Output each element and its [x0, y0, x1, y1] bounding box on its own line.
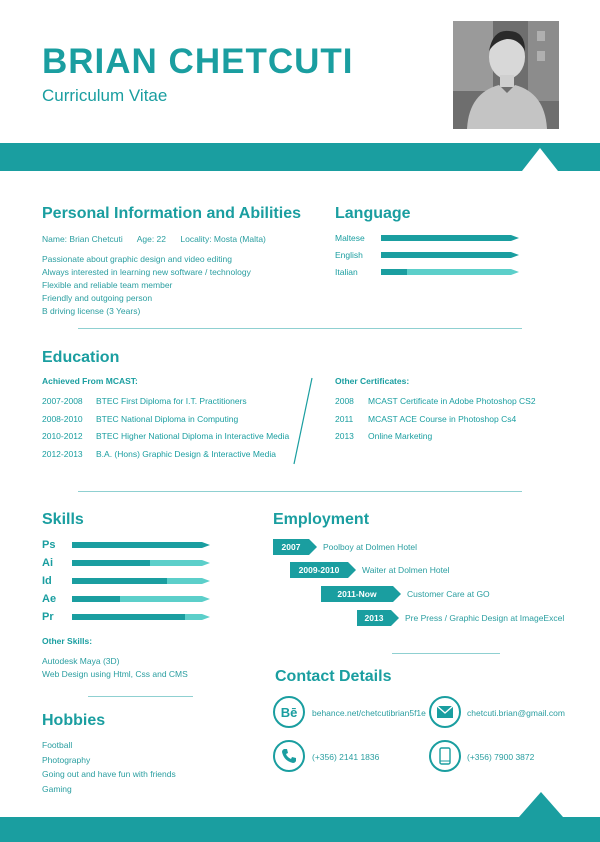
education-row: [42, 446, 289, 464]
certificate-row: [335, 428, 536, 446]
personal-age: Age: 22: [136, 234, 167, 244]
language-row: [335, 246, 519, 263]
list-item: Friendly and outgoing person: [42, 293, 153, 303]
language-list: [335, 229, 519, 280]
level-arrow-tip: [511, 235, 519, 241]
language-level-bar: [381, 269, 519, 275]
language-title: Language: [335, 205, 411, 222]
other-skills-list: [42, 655, 188, 681]
level-fill: [381, 269, 407, 275]
education-row: [42, 411, 289, 429]
email-icon[interactable]: [429, 696, 461, 728]
personal-locality: Locality: Mosta (Malta): [180, 234, 266, 244]
level-fill: [381, 235, 511, 241]
certificate-desc: MCAST ACE Course in Photoshop Cs4: [368, 413, 517, 424]
education-desc: BTEC National Diploma in Computing: [96, 413, 239, 424]
employment-row: [273, 539, 417, 555]
skill-row: [42, 608, 210, 626]
certificate-row: [335, 393, 536, 411]
handset-icon: [281, 748, 297, 764]
skill-row: [42, 554, 210, 572]
skill-level-bar: [72, 542, 210, 548]
education-desc: BTEC First Diploma for I.T. Practitioners: [96, 396, 247, 406]
certificate-desc: MCAST Certificate in Adobe Photoshop CS2: [368, 396, 536, 406]
mcast-list: [42, 393, 289, 463]
phone-icon[interactable]: [273, 740, 305, 772]
envelope-icon: [437, 706, 453, 718]
skill-level-bar: [72, 596, 210, 602]
list-item: Passionate about graphic design and video editing: [42, 254, 232, 264]
section-divider: [78, 491, 522, 492]
certificate-year: 2013: [335, 431, 354, 441]
list-item: Football: [42, 740, 73, 750]
employment-years: 2013: [357, 610, 391, 626]
mcast-heading: Achieved From MCAST:: [42, 376, 138, 386]
employment-title: Employment: [273, 511, 370, 528]
level-arrow-tip: [511, 269, 519, 275]
other-certificates-heading: Other Certificates:: [335, 376, 410, 386]
employment-years: 2007: [273, 539, 309, 555]
list-item: Going out and have fun with friends: [42, 769, 176, 779]
employment-years: 2009-2010: [290, 562, 348, 578]
education-slash-divider: [290, 376, 316, 466]
language-label: Italian: [335, 266, 358, 277]
language-level-bar: [381, 252, 519, 258]
language-label: English: [335, 249, 363, 260]
skill-level-bar: [72, 614, 210, 620]
employment-row: [357, 610, 564, 626]
behance-link[interactable]: behance.net/chetcutibrian5f1e: [312, 708, 426, 718]
list-item: Web Design using Html, Css and CMS: [42, 669, 188, 679]
section-divider: [392, 653, 500, 654]
certificate-row: [335, 411, 536, 429]
footer-band-peak: [519, 792, 563, 817]
smartphone-icon: [439, 747, 451, 765]
language-row: [335, 263, 519, 280]
phone-number[interactable]: (+356) 2141 1836: [312, 752, 380, 762]
certificate-desc: Online Marketing: [368, 431, 433, 441]
employment-desc: Pre Press / Graphic Design at ImageExcel: [405, 613, 565, 623]
personal-info-list: [42, 253, 251, 318]
level-arrow-tip: [202, 560, 210, 566]
personal-name: Name: Brian Chetcuti: [42, 234, 123, 244]
list-item: B driving license (3 Years): [42, 306, 141, 316]
education-row: [42, 393, 289, 411]
skill-row: [42, 536, 210, 554]
level-fill: [72, 614, 185, 620]
level-fill: [72, 560, 150, 566]
certificate-year: 2011: [335, 413, 354, 424]
personal-info-title: Personal Information and Abilities: [42, 205, 301, 222]
skill-row: [42, 590, 210, 608]
skill-row: [42, 572, 210, 590]
section-divider: [78, 328, 522, 329]
employment-desc: Waiter at Dolmen Hotel: [362, 565, 450, 575]
other-skills-heading: Other Skills:: [42, 636, 93, 646]
personal-info-basic: [42, 233, 278, 246]
list-item: Always interested in learning new software / technology: [42, 267, 251, 277]
education-row: [42, 428, 289, 446]
contact-title: Contact Details: [275, 668, 392, 685]
skill-level-bar: [72, 578, 210, 584]
hobbies-list: [42, 738, 176, 796]
other-certificates-list: [335, 393, 536, 446]
level-arrow-tip: [202, 578, 210, 584]
email-link[interactable]: chetcuti.brian@gmail.com: [467, 708, 565, 718]
section-divider: [88, 696, 193, 697]
language-row: [335, 229, 519, 246]
skill-label: Ps: [42, 539, 56, 551]
list-item: Gaming: [42, 783, 72, 794]
employment-row: [290, 562, 450, 578]
behance-icon[interactable]: [273, 696, 305, 728]
employment-years: 2011-Now: [321, 586, 393, 602]
language-level-bar: [381, 235, 519, 241]
employment-desc: Poolboy at Dolmen Hotel: [323, 542, 418, 552]
level-arrow-tip: [202, 542, 210, 548]
hobbies-title: Hobbies: [42, 712, 106, 729]
skill-level-bar: [72, 560, 210, 566]
skill-label: Ae: [42, 593, 57, 605]
list-item: Flexible and reliable team member: [42, 280, 173, 290]
level-fill: [72, 578, 167, 584]
list-item: Photography: [42, 754, 91, 765]
education-desc: B.A. (Hons) Graphic Design & Interactive Media: [96, 448, 276, 459]
list-item: Autodesk Maya (3D): [42, 656, 120, 666]
education-years: 2007-2008: [42, 396, 83, 406]
level-arrow-tip: [511, 252, 519, 258]
footer-band: [0, 817, 600, 842]
education-years: 2012-2013: [42, 448, 83, 459]
education-years: 2008-2010: [42, 413, 83, 424]
level-fill: [72, 542, 202, 548]
skills-title: Skills: [42, 511, 84, 528]
cv-name: BRIAN CHETCUTI: [42, 42, 354, 81]
mobile-icon[interactable]: [429, 740, 461, 772]
language-label: Maltese: [335, 232, 365, 243]
header-band: [0, 143, 600, 171]
education-title: Education: [42, 349, 120, 366]
mobile-number[interactable]: (+356) 7900 3872: [467, 752, 535, 762]
level-arrow-tip: [202, 614, 210, 620]
profile-photo: [453, 21, 559, 129]
level-fill: [72, 596, 120, 602]
behance-icon-glyph: Bē: [280, 704, 298, 720]
skill-label: Id: [42, 575, 52, 587]
certificate-year: 2008: [335, 396, 354, 406]
employment-desc: Customer Care at GO: [407, 589, 490, 599]
level-arrow-tip: [202, 596, 210, 602]
cv-subtitle: Curriculum Vitae: [42, 86, 168, 105]
skill-label: Ai: [42, 557, 53, 569]
education-years: 2010-2012: [42, 431, 83, 441]
header-band-notch: [522, 148, 558, 171]
skill-label: Pr: [42, 611, 54, 623]
level-fill: [381, 252, 511, 258]
employment-row: [321, 586, 490, 602]
skills-list: [42, 536, 210, 626]
education-desc: BTEC Higher National Diploma in Interactive Media: [96, 431, 290, 441]
